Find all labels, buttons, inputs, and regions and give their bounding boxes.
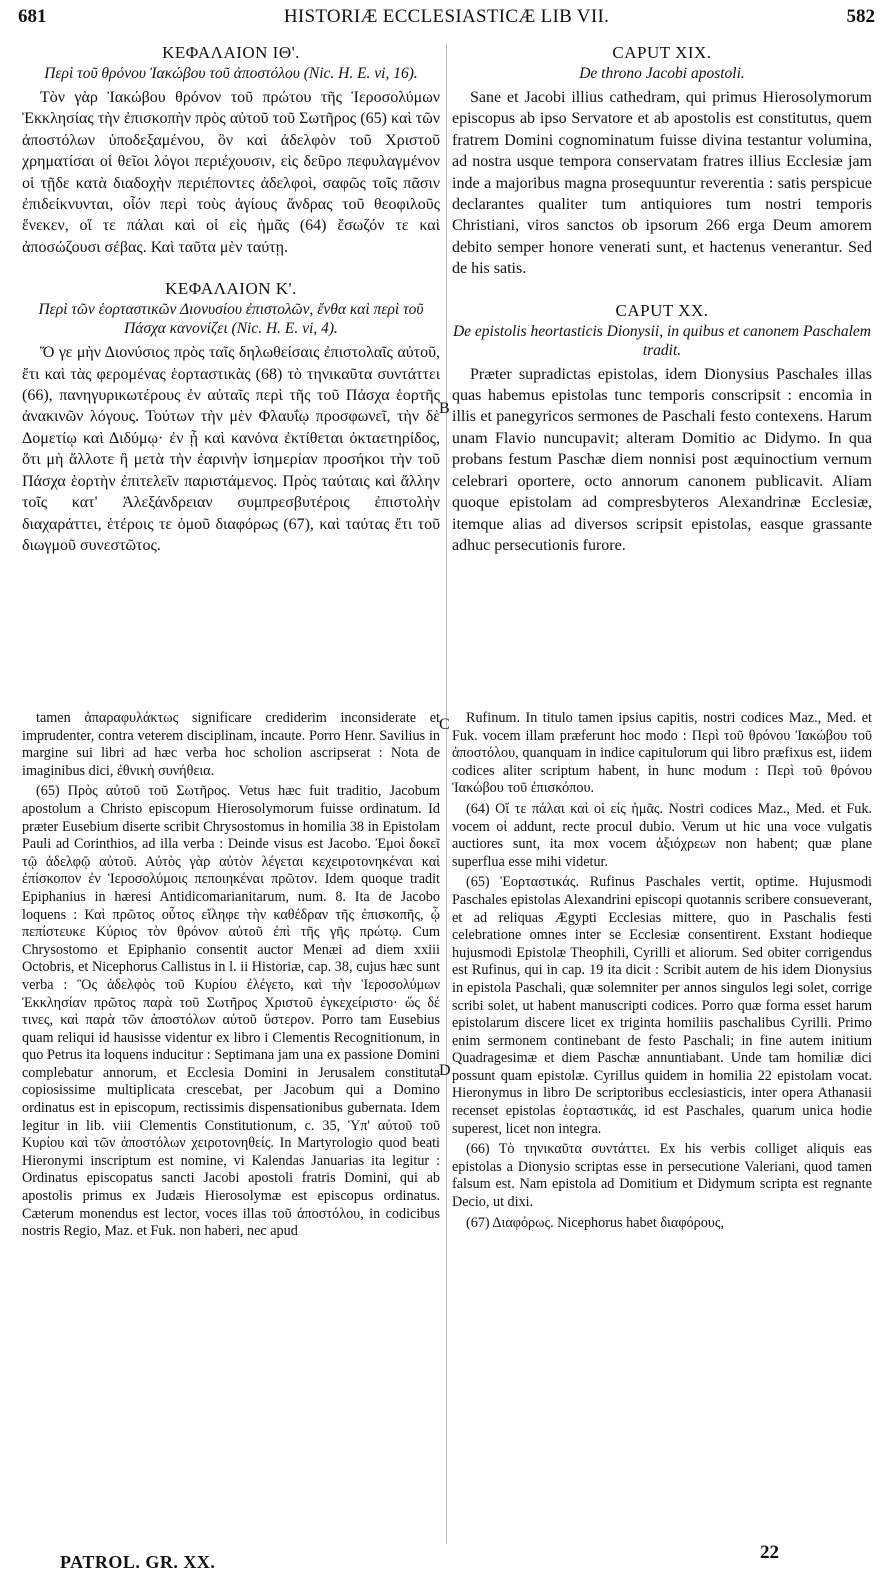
margin-letter-d: D (439, 1062, 451, 1079)
note-paragraph: (65) Ἑορταστικάς. Rufinus Paschales vertit, optime. Hujusmodi Paschales epistolas Alexandrini episcopi quotannis scribere consueverant, et ad reliquas Ægypti Ecclesias mittere, quo in Paschalis festi celebratione omnes inter se Ecclesiæ consentirent. Exstant hodieque hujusmodi Epistolæ Theophili, Cyrilli et aliorum. Sed obiter corrigendus est Rufinus, qui in cap. 19 ita dicit : Scribit autem de his idem Dionysius in epistola Paschali, quæ solemniter per annos singulos legi solet, corrige scribi solet, ut habent manuscripti codices. Porro quæ forma esset harum epistolarum discere licet ex triginta homiliis paschalibus Cyrilli. Primo enim sermonem continebant de festo Paschali; in fine autem initium Quadragesimæ et diem Paschæ annuntiabant. Unde tam homiliæ dici possunt quam epistolæ. Cyrillus quidem in homilia 22 epistolam vocat. Hieronymus in libro De scriptoribus ecclesiasticis, inter opera Athanasii recenset epistolas ἑορταστικάς, id est Paschales, quarum unica hodie superest, licet non integra. (452, 874, 872, 1137)
latin-chapter-19-title: CAPUT XIX. (612, 43, 712, 62)
latin-chapter-20-title: CAPUT XX. (615, 300, 709, 320)
note-paragraph: (65) Πρὸς αὐτοῦ τοῦ Σωτῆρος. Vetus hæc fuit traditio, Jacobum apostolum a Christo episcopum Hierosolymorum fuisse ordinatum. Id præter Eusebium diserte scribit Chrysostomus in homilia 38 in Epistolam Pauli ad Corinthios, ad illa verba : Deinde visus est Jacobo. Ἐμοὶ δοκεῖ τῷ ἀδελφῷ αὐτοῦ. Αὐτὸς γὰρ αὐτὸν λέγεται κεχειροτονηκέναι καὶ ἐπίσκοπον ἐν Ἱεροσολύμοις πεποιηκέναι πρῶτον. Idem quoque tradit Epiphanius in hæresi Antidicomarianitarum, num. 8. Ita de Jacobo loquens : Καὶ πρῶτος οὗτος εἴληφε τὴν καθέδραν τῆς ἐπισκοπῆς, ᾧ πεπίστευκε Κύριος τὸν θρόνον αὐτοῦ ἐπὶ τῆς γῆς πρώτῳ. Cum Chrysostomo et Epiphanio consentit auctor Menæi ad diem xxiii Octobris, et Nicephorus Callistus in l. ii Historiæ, cap. 38, cujus hæc sunt verba : Ὃς ἀδελφὸς τοῦ Κυρίου ἐλέγετο, καὶ τὴν Ἱεροσολύμων Ἐκκλησίαν πρῶτος παρὰ τοῦ Σωτῆρος Χριστοῦ ἐγκεχείριστο· ὥς δέ τινες, καὶ παρὰ τῶν ἀποστόλων αὐτοῦ ὕστερον. Porro tam Eusebius quam reliqui id hausisse videntur ex libro i Clementis Recognitionum, in quo Petrus ita loquens inducitur : Septimana jam una ex passione Domini complebatur annorum, et Ecclesia Domini in Jerusalem constituta copiosissime multiplicata crescebat, per Jacobum qui a Domino ordinatus est in episcopum, rectissimis dispensationibus gubernata. Idem legitur in lib. viii Clementis Constitutionum, c. 35, Ὑπ' αὐτοῦ τοῦ Κυρίου καὶ τῶν ἀποστόλων χειροτονηθείς. In Martyrologio quod beati Hieronymi inscriptum est nomine, vi Kalendas Januarias ita legitur : Ordinatus episcopatus sancti Jacobi apostoli fratris Domini, qui ab apostolis primus ex Judæis Hierosolymæ est episcopus ordinatus. Cæterum monendus est lector, voces illas τοῦ ἀποστόλου, in codicibus nostris Regio, Maz. et Fuk. non haberi, nec apud (22, 783, 440, 1240)
note-paragraph: Rufinum. In titulo tamen ipsius capitis, nostri codices Maz., Med. et Fuk. vocem illam præferunt hoc modo : Περὶ τοῦ θρόνου Ἰακώβου τοῦ ἀποστόλου, quanquam in indice capitulorum qui libro præfixus est, iidem codices aliter scriptum habent, in hunc modum : Περὶ τοῦ θρόνου Ἰακώβου τοῦ ἐπισκόπου. (452, 710, 872, 797)
note-paragraph: (64) Οἵ τε πάλαι καὶ οἱ εἰς ἡμᾶς. Nostri codices Maz., Med. et Fuk. vocem οἱ addunt, recte procul dubio. Verum ut hic una voce vulgatis auctiores sunt, ita mox vocem ἀξιόχρεων non habent; quæ plane superflua esse mihi videtur. (452, 800, 872, 870)
note-paragraph: (66) Τὸ τηνικαῦτα συντάττει. Ex his verbis colliget aliquis eas epistolas a Dionysio scriptas esse in persecutione Valeriani, quod tamen falsum est. Nam epistola ad Domitium et Didymum scripta est regnante Decio, ut dixi. (452, 1141, 872, 1211)
page-number-right: 582 (846, 6, 875, 27)
notes-right-column (452, 710, 872, 1558)
greek-chapter-19-text: Τὸν γὰρ Ἰακώβου θρόνον τοῦ πρώτου τῆς Ἱεροσολύμων Ἐκκλησίας τὴν ἐπισκοπὴν πρὸς αὐτοῦ τοῦ Σωτῆρος (65) καὶ τῶν ἀποστόλων ὑποδεξαμένου, ὃν καὶ ἀδελφὸν τοῦ Χριστοῦ χρηματίσαι οἱ θεῖοι λόγοι περιέχουσιν, εἰς δεῦρο πεφυλαγμένον οἱ τῇδε κατὰ διαδοχὴν περιέποντες ἀδελφοὶ, σαφῶς τοῖς πᾶσιν ἐπιδείκνυνται, οἷόν περὶ τοὺς ἁγίους ἄνδρας τοῦ θεοφιλοῦς ἕνεκεν, οἵ τε πάλαι καὶ οἱ εἰς ἡμᾶς (64) ἔσωζόν τε καὶ ἀποσώζουσι σέβας. Καὶ ταῦτα μὲν ταύτῃ. (22, 89, 440, 256)
footer-series-label: PATROL. GR. XX. (60, 1552, 216, 1572)
margin-letter-b: B (439, 400, 450, 417)
latin-chapter-20-subtitle: De epistolis heortasticis Dionysii, in quibus et canonem Paschalem tradit. (452, 322, 871, 359)
signature-mark: 22 (760, 1542, 779, 1563)
greek-chapter-20-subtitle: Περὶ τῶν ἑορταστικῶν Διονυσίου ἐπιστολῶν, ἔνθα καὶ περὶ τοῦ Πάσχα κανονίζει (Nic. H. E. vi, 4). (38, 301, 424, 338)
greek-chapter-20-title: ΚΕΦΑΛΑΙΟΝ Κ'. (165, 279, 297, 299)
column-divider (446, 44, 447, 1544)
latin-chapter-19-subtitle: De throno Jacobi apostoli. (579, 65, 745, 82)
greek-text-column (22, 42, 440, 706)
latin-text-column (452, 42, 872, 706)
running-title: HISTORIÆ ECCLESIASTICÆ LIB VII. (283, 6, 610, 27)
page-number-left: 681 (18, 6, 47, 27)
latin-chapter-19-text: Sane et Jacobi illius cathedram, qui primus Hierosolymorum episcopus ab ipso Servatore et ab apostolis est constitutus, quem fratrem Domini cognominatum fuisse divina testantur volumina, ad nostra usque tempora conservatam fratres illius Ecclesiæ jam inde a majoribus magna prosequuntur reverentia : satis perspicue declarantes qualiter tum antiquiores tum nostri temporis Christiani, viros sanctos ob ipsorum 266 erga Deum amorem debito semper honore venerati sunt, et hactenus venerantur. Sed de his satis. (452, 89, 872, 278)
latin-chapter-20-text: Præter supradictas epistolas, idem Dionysius Paschales illas quas habemus epistolas tunc temporis conscripsit : encomia in illis et panegyricos sermones de Paschali festo contexens. Harum unam Flavio nuncupavit; alteram Domitio ac Didymo. In qua probans festum Paschæ diem nonnisi post æquinoctium vernum celebrari oportere, octo annorum canonem publicavit. Aliam quoque epistolam ad compresbyteros Alexandrinæ Ecclesiæ, itemque alias ad diversos scripsit epistolas, easque grassante adhuc persecutionis furore. (452, 365, 872, 554)
note-paragraph: tamen ἀπαραφυλάκτως significare crediderim inconsiderate et imprudenter, contra veterem disciplinam, incaute. Porro Henr. Savilius in margine sui libri ad hæc verba hoc scholion ascripserat : Nota de imaginibus dici, ἐθνικὴ συνήθεια. (22, 710, 440, 779)
greek-chapter-19-subtitle: Περὶ τοῦ θρόνου Ἰακώβου τοῦ ἀποστόλου (Nic. H. E. vi, 16). (44, 65, 418, 82)
greek-chapter-20-text: Ὅ γε μὴν Διονύσιος πρὸς ταῖς δηλωθείσαις ἐπιστολαῖς αὐτοῦ, ἔτι καὶ τὰς φερομένας ἑορταστικὰς (68) τὸ τηνικαῦτα συντάττει (66), πανηγυρικωτέρους ἐν αὐταῖς περὶ τῆς τοῦ Πάσχα ἑορτῆς ἀνακινῶν λόγους. Τούτων τὴν μὲν Φλαυΐῳ προσφωνεῖ, τὴν δὲ Δομετίῳ καὶ Διδύμῳ· ἐν ᾗ καὶ κανόνα ἐκτίθεται ὀκταετηρίδος, ὅτι μὴ ἄλλοτε ἢ μετὰ τὴν ἐαρινὴν ἰσημερίαν προσήκοι τὴν τοῦ Πάσχα ἑορτὴν ἐπιτελεῖν παριστάμενος. Πρὸς ταύταις καὶ ἄλλην τοῖς κατ' Ἀλεξάνδρειαν συμπρεσβυτέροις ἐπιστολὴν διαχαράττει, ἑτέροις τε ὁμοῦ διαφόρως (67), καὶ ταύτας ἔτι τοῦ διωγμοῦ συνεστῶτος. (22, 344, 440, 554)
note-paragraph: (67) Διαφόρως. Nicephorus habet διαφόρους, (466, 1214, 724, 1231)
notes-left-column (22, 710, 440, 1558)
running-header (18, 6, 875, 36)
greek-chapter-19-title: ΚΕΦΑΛΑΙΟΝ ΙΘ'. (162, 43, 300, 62)
margin-letter-c: C (439, 716, 450, 733)
